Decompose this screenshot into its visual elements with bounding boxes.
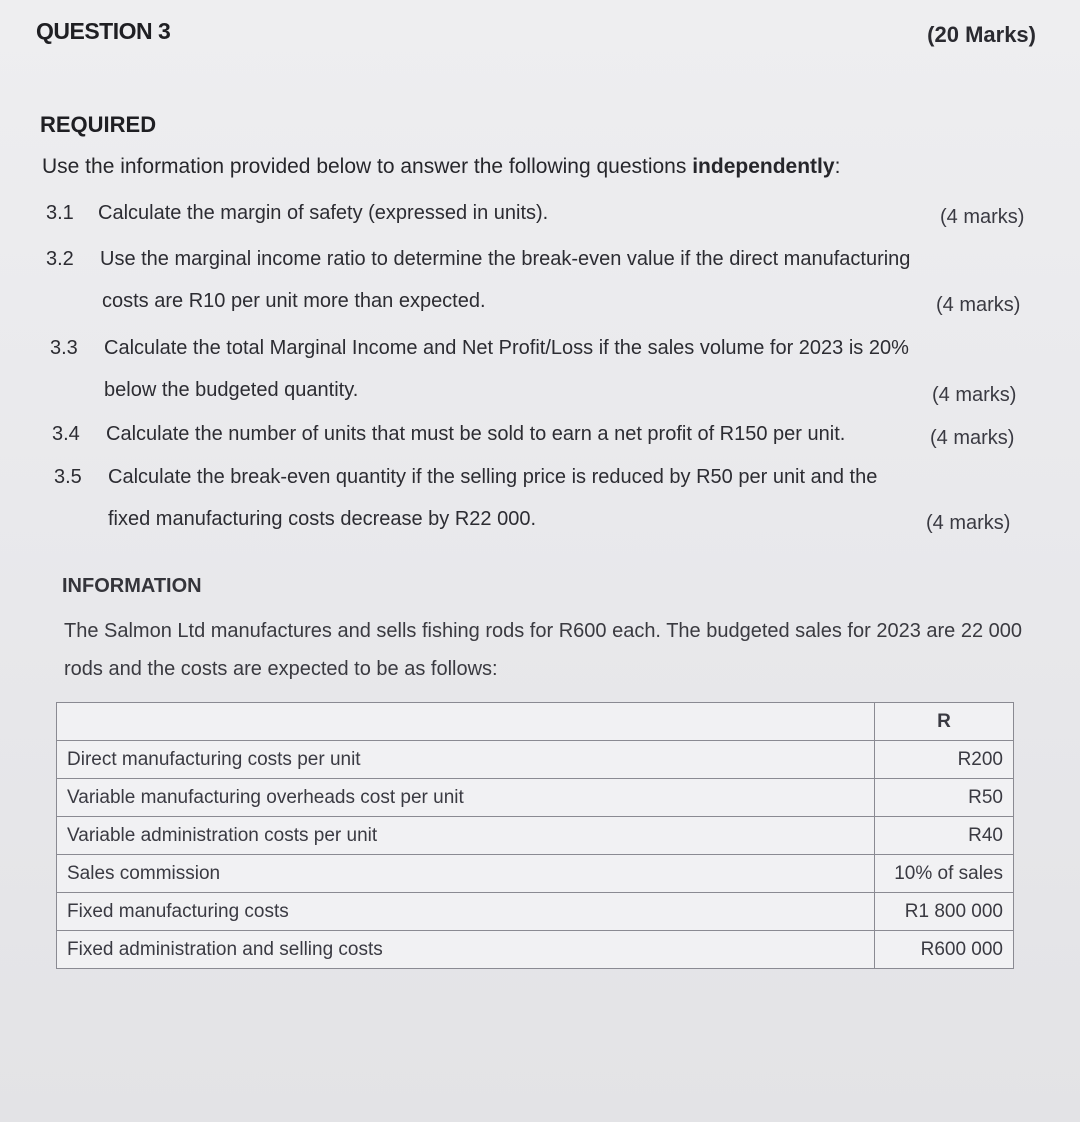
cost-value: R40 xyxy=(875,817,1014,855)
question-marks: (4 marks) xyxy=(930,427,1015,449)
question-number: 3.3 xyxy=(50,337,78,359)
required-heading: REQUIRED xyxy=(40,112,157,137)
cost-label: Fixed manufacturing costs xyxy=(57,893,875,931)
question-text: fixed manufacturing costs decrease by R22 000. xyxy=(108,508,537,530)
intro-emphasis: independently xyxy=(692,155,835,178)
table-row xyxy=(57,741,1014,779)
question-text: Calculate the number of units that must be sold to earn a net profit of R150 per unit. xyxy=(106,423,846,445)
question-text: Use the marginal income ratio to determine the break-even value if the direct manufacturing xyxy=(100,248,911,270)
cost-label: Variable administration costs per unit xyxy=(57,817,875,855)
table-row xyxy=(57,893,1014,931)
question-text: Calculate the break-even quantity if the selling price is reduced by R50 per unit and the xyxy=(108,466,878,488)
header-currency-cell: R xyxy=(875,703,1014,741)
question-number: 3.4 xyxy=(52,423,80,445)
table-row xyxy=(57,817,1014,855)
cost-label: Sales commission xyxy=(57,855,875,893)
cost-label: Direct manufacturing costs per unit xyxy=(57,741,875,779)
cost-table xyxy=(56,702,1014,969)
question-marks: (4 marks) xyxy=(932,384,1017,406)
cost-label: Variable manufacturing overheads cost per unit xyxy=(57,779,875,817)
intro-suffix: : xyxy=(834,155,841,178)
question-text: Calculate the margin of safety (expressed in units). xyxy=(98,202,549,224)
table-row xyxy=(57,855,1014,893)
question-number: 3.2 xyxy=(46,248,74,270)
information-text-line-1: The Salmon Ltd manufactures and sells fishing rods for R600 each. The budgeted sales for 2023 are 22 000 xyxy=(64,620,1023,642)
question-number: 3.1 xyxy=(46,202,74,224)
cost-value: R200 xyxy=(875,741,1014,779)
question-text: costs are R10 per unit more than expected. xyxy=(102,290,486,312)
question-marks: (4 marks) xyxy=(926,512,1011,534)
question-marks: (4 marks) xyxy=(936,294,1021,316)
information-text-line-2: rods and the costs are expected to be as follows: xyxy=(64,658,498,680)
question-total-marks: (20 Marks) xyxy=(927,22,1036,47)
cost-label: Fixed administration and selling costs xyxy=(57,931,875,969)
intro-text: Use the information provided below to answer the following questions xyxy=(42,155,693,178)
header-label-cell xyxy=(57,703,875,741)
question-text: below the budgeted quantity. xyxy=(104,379,359,401)
cost-value: R50 xyxy=(875,779,1014,817)
question-number: 3.5 xyxy=(54,466,82,488)
question-marks: (4 marks) xyxy=(940,206,1025,228)
question-title: QUESTION 3 xyxy=(36,18,171,44)
question-text: Calculate the total Marginal Income and Net Profit/Loss if the sales volume for 2023 is 20% xyxy=(104,337,909,359)
table-row xyxy=(57,931,1014,969)
required-intro xyxy=(42,155,840,179)
table-header-row xyxy=(57,703,1014,741)
cost-value: R1 800 000 xyxy=(875,893,1014,931)
information-heading: INFORMATION xyxy=(62,575,202,597)
cost-value: 10% of sales xyxy=(875,855,1014,893)
cost-value: R600 000 xyxy=(875,931,1014,969)
table-row xyxy=(57,779,1014,817)
